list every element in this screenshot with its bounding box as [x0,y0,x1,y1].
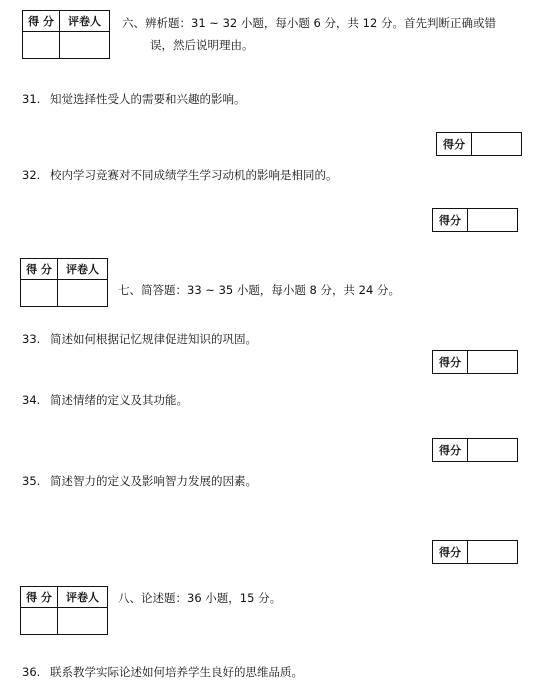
score-cell[interactable] [21,280,58,307]
question-number: 35. [22,474,41,488]
question-number: 36. [22,665,41,679]
question-text: 联系教学实际论述如何培养学生良好的思维品质。 [49,665,303,679]
question-text: 校内学习竞赛对不同成绩学生学习动机的影响是相同的。 [49,168,338,182]
section-seven-heading: 七、简答题：33 ~ 35 小题，每小题 8 分，共 24 分。 [118,283,400,297]
section-six-heading-line2: 误，然后说明理由。 [150,38,254,52]
question-text: 知觉选择性受人的需要和兴趣的影响。 [49,92,246,106]
question-number: 34. [22,393,41,407]
question-number: 31. [22,92,41,106]
grader-header: 评卷人 [58,587,108,608]
question-text: 简述智力的定义及影响智力发展的因素。 [49,474,257,488]
grader-cell[interactable] [60,32,110,59]
grader-table-seven [20,258,108,307]
score-box-field[interactable] [468,209,517,231]
score-box-31 [436,132,522,156]
question-text: 简述如何根据记忆规律促进知识的巩固。 [49,332,257,346]
score-box-32 [432,208,518,232]
grader-cell[interactable] [58,608,108,635]
grader-header: 评卷人 [60,11,110,32]
score-box-33 [432,350,518,374]
question-36 [22,665,303,680]
score-header: 得 分 [21,587,58,608]
score-box-field[interactable] [472,133,521,155]
grader-table-eight [20,586,108,635]
score-box-label: 得分 [433,209,468,231]
question-35 [22,474,257,489]
question-32 [22,168,337,183]
score-header: 得 分 [21,259,58,280]
section-six-heading-line1: 六、辨析题：31 ~ 32 小题，每小题 6 分，共 12 分。首先判断正确或错 [122,16,496,30]
question-33 [22,332,257,347]
score-box-label: 得分 [433,351,468,373]
question-31 [22,92,245,107]
grader-table-six [22,10,110,59]
question-34 [22,393,188,408]
score-header: 得 分 [23,11,60,32]
grader-cell[interactable] [58,280,108,307]
score-box-label: 得分 [433,541,468,563]
score-box-34 [432,438,518,462]
question-number: 32. [22,168,41,182]
score-box-label: 得分 [433,439,468,461]
score-cell[interactable] [23,32,60,59]
score-box-field[interactable] [468,439,517,461]
score-box-field[interactable] [468,351,517,373]
grader-header: 评卷人 [58,259,108,280]
score-box-field[interactable] [468,541,517,563]
score-cell[interactable] [21,608,58,635]
section-six-heading [122,12,532,56]
score-box-label: 得分 [437,133,472,155]
section-eight-heading: 八、论述题：36 小题，15 分。 [118,591,282,605]
question-number: 33. [22,332,41,346]
question-text: 简述情绪的定义及其功能。 [49,393,188,407]
score-box-35 [432,540,518,564]
